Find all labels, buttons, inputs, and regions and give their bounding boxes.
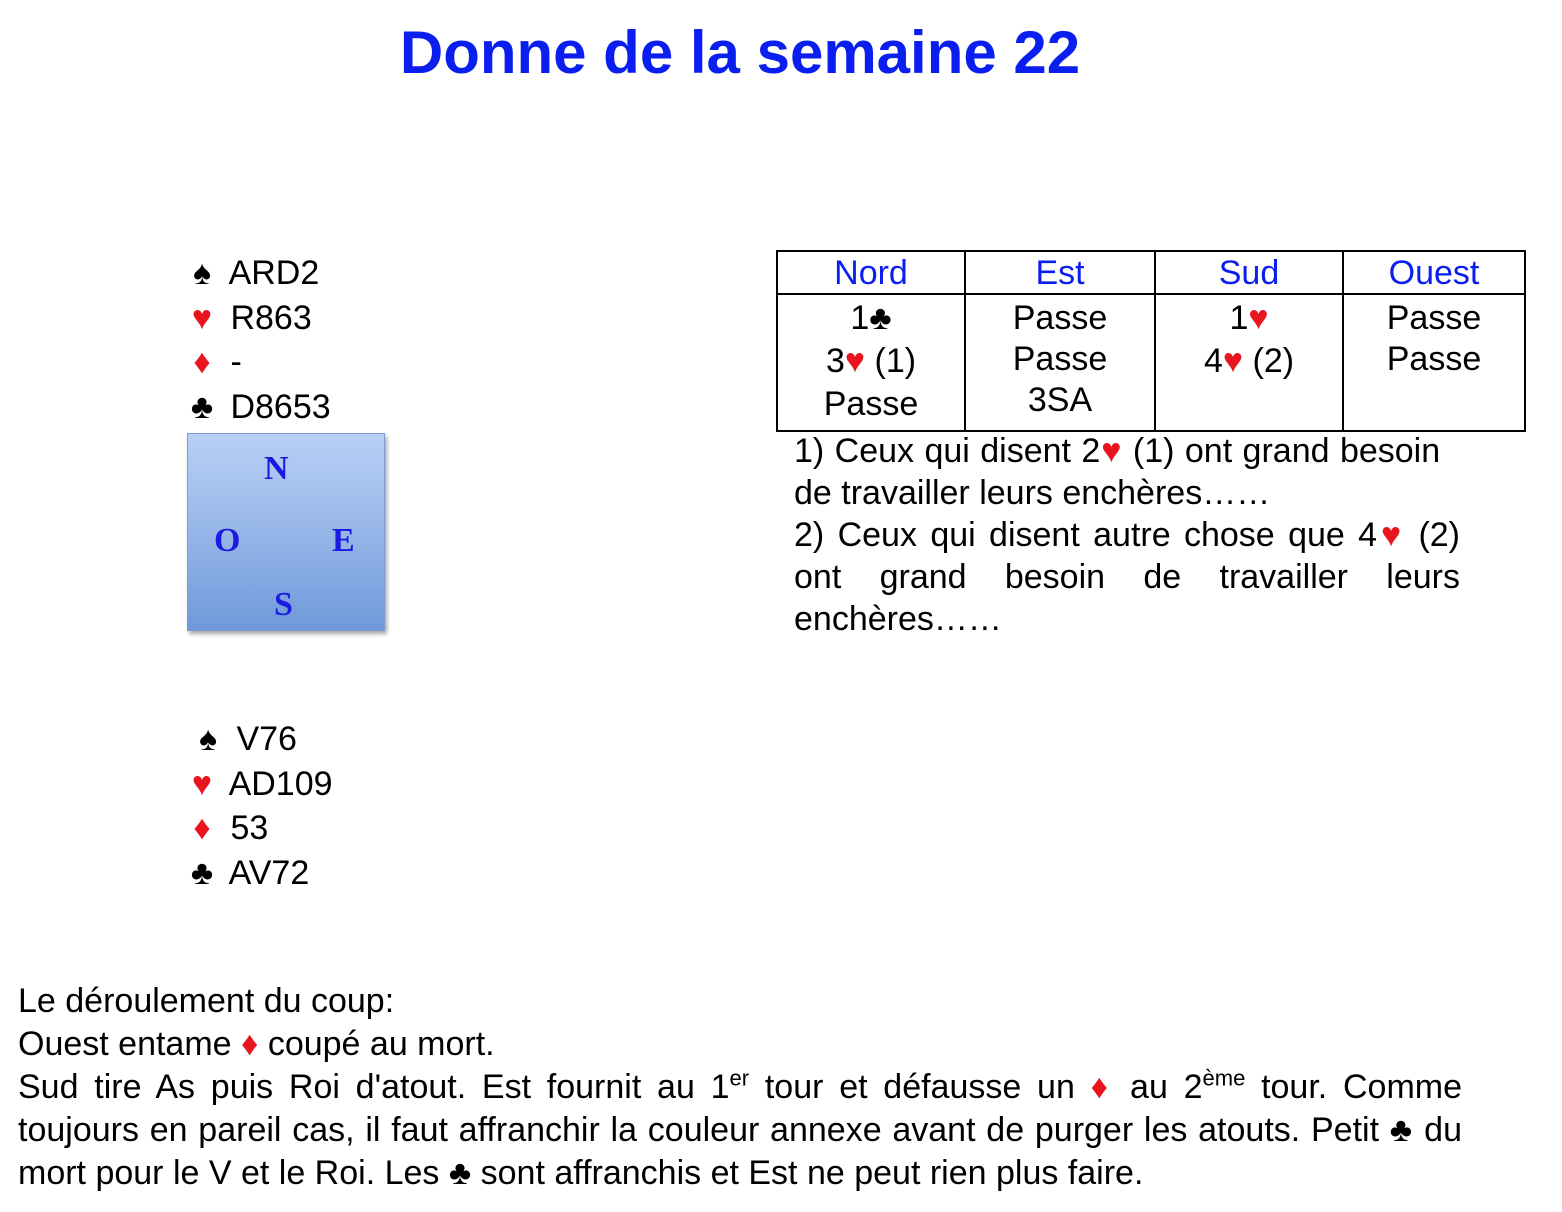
narrative-line-1: Ouest entame ♦ coupé au mort. — [18, 1025, 495, 1063]
north-clubs: ♣ D8653 — [183, 385, 331, 430]
club-icon: ♣ — [190, 387, 214, 426]
diamond-icon: ♦ — [193, 343, 211, 381]
play-narrative — [18, 980, 1462, 1195]
heart-icon: ♥ — [1222, 342, 1244, 380]
south-clubs: ♣ AV72 — [183, 851, 333, 896]
heart-icon: ♥ — [1248, 299, 1269, 337]
diamond-icon: ♦ — [193, 809, 211, 847]
header-nord: Nord — [777, 251, 965, 294]
spade-icon: ♠ — [198, 720, 218, 758]
heart-icon: ♥ — [191, 764, 213, 803]
heart-icon: ♥ — [844, 342, 866, 380]
heart-icon: ♥ — [1100, 432, 1123, 470]
heart-icon: ♥ — [1377, 516, 1406, 554]
bids-sud — [1155, 294, 1343, 431]
header-est: Est — [965, 251, 1155, 294]
compass-west: O — [214, 522, 241, 559]
bid-ouest-1: Passe — [1386, 299, 1482, 337]
north-hand — [183, 251, 331, 429]
bidding-table — [776, 250, 1526, 432]
bidding-notes — [794, 430, 1460, 640]
narrative-heading: Le déroulement du coup: — [18, 982, 395, 1020]
club-icon: ♣ — [869, 299, 892, 337]
narrative-line-2: Sud tire As puis Roi d'atout. Est fournit au 1er tour et défausse un ♦ au 2ème tour. Comme toujours en pareil cas, il faut affranchir la couleur annexe avant de purger les atouts. Petit ♣ du mort pour le V et le Roi. Les ♣ sont affranchis et Est ne peut rien plus faire. — [18, 1065, 1463, 1192]
compass-north: N — [264, 450, 289, 487]
diamond-icon: ♦ — [241, 1025, 259, 1063]
club-icon: ♣ — [1389, 1111, 1414, 1149]
note-2: 2) Ceux qui disent autre chose que 4♥ (2) ont grand besoin de travailler leurs enchères…… — [794, 516, 1461, 638]
south-spades: ♠ V76 — [183, 717, 333, 762]
south-diamonds: ♦ 53 — [183, 806, 333, 851]
bid-est-2: Passe — [1012, 340, 1108, 378]
bid-sud-1: 1♥ — [1229, 299, 1269, 337]
bid-nord-3: Passe — [823, 385, 919, 423]
bid-nord-1: 1♣ — [850, 299, 892, 337]
bids-est — [965, 294, 1155, 431]
header-ouest: Ouest — [1343, 251, 1525, 294]
south-hearts: ♥ AD109 — [183, 762, 333, 807]
spade-icon: ♠ — [192, 254, 212, 292]
bids-ouest — [1343, 294, 1525, 431]
club-icon: ♣ — [190, 853, 214, 892]
page-title: Donne de la semaine 22 — [399, 19, 1081, 86]
south-hand — [183, 717, 333, 895]
diamond-icon: ♦ — [1090, 1068, 1115, 1106]
header-sud: Sud — [1155, 251, 1343, 294]
north-spades: ♠ ARD2 — [183, 251, 331, 296]
compass-east: E — [332, 522, 355, 559]
bid-nord-2: 3♥ (1) — [825, 342, 917, 380]
north-hearts: ♥ R863 — [183, 296, 331, 341]
compass-box — [187, 433, 385, 631]
club-icon: ♣ — [448, 1154, 472, 1192]
bid-sud-2: 4♥ (2) — [1203, 342, 1295, 380]
heart-icon: ♥ — [191, 298, 213, 337]
north-diamonds: ♦ - — [183, 340, 331, 385]
compass-south: S — [274, 586, 293, 623]
bid-est-3: 3SA — [1027, 381, 1093, 419]
bid-est-1: Passe — [1012, 299, 1108, 337]
note-1: 1) Ceux qui disent 2♥ (1) ont grand besoin de travailler leurs enchères…… — [794, 432, 1461, 512]
bids-nord — [777, 294, 965, 431]
bid-ouest-2: Passe — [1386, 340, 1482, 378]
